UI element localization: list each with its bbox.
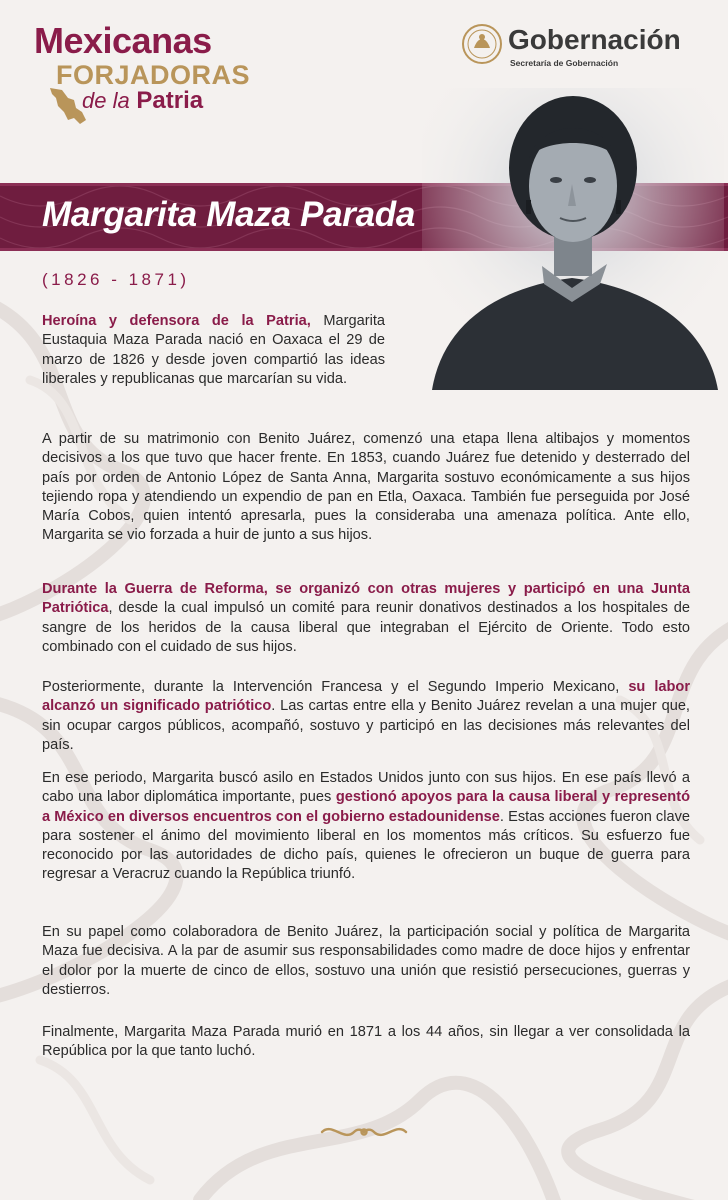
- gov-name: Gobernación: [508, 24, 681, 55]
- logo-subtitle: FORJADORAS: [56, 60, 251, 90]
- paragraph-3: Durante la Guerra de Reforma, se organizó con otras mujeres y participó en una Junta Patriótica, desde la cual impulsó un comité para reunir donativos destinados a los hospitales de sangre de los heridos de la causa liberal que integraban el Ejército de Oriente. Todo esto combinado con el cuidado de sus hijos.: [42, 581, 690, 655]
- mexicanas-forjadoras-logo: [34, 20, 251, 132]
- ornament-flourish-icon: [318, 1120, 410, 1144]
- paragraph-5: En ese periodo, Margarita buscó asilo en Estados Unidos junto con sus hijos. En ese país llevó a cabo una labor diplomática importante, pues gestionó apoyos para la causa liberal y representó a México en diversos encuentros con el gobierno estadounidense. Estas acciones fueron clave para sostener el ánimo del movimiento liberal en los momentos más críticos. Su esfuerzo fue reconocido por las autoridades de dicho país, quienes le ofrecieron un buque de guerra para regresar a Veracruz cuando la República triunfó.: [42, 770, 691, 883]
- paragraph-2: A partir de su matrimonio con Benito Juárez, comenzó una etapa llena altibajos y momentos decisivos a los que tuvo que hacer frente. En 1853, cuando Juárez fue detenido y desterrado del país por orden de Antonio López de Santa Anna, Margarita sostuvo económicamente a sus hijos tejiendo ropa y atendiendo un expendio de pan en Etla, Oaxaca. También fue perseguida por José María Cobos, quien intentó apresarla, pues la consideraba una amenaza política. Ante ello, Margarita se vio forzada a huir de junto a sus hijos.: [42, 431, 690, 544]
- gov-subtitle: Secretaría de Gobernación: [510, 58, 619, 68]
- paragraph-1: Heroína y defensora de la Patria, Margarita Eustaquia Maza Parada nació en Oaxaca el 29 de marzo de 1826 y desde joven compartió las ideas liberales y republicanas que marcarían su vida.: [42, 313, 385, 387]
- logo-title: Mexicanas: [34, 20, 212, 61]
- paragraph-6: En su papel como colaboradora de Benito Juárez, la participación social y política de Margarita Maza fue decisiva. A la par de asumir sus responsabilidades como madre de doce hijos y enfrentar el dolor por la muerte de cinco de ellos, sostuvo una unión que resistió persecuciones, guerras y destierros.: [42, 924, 690, 998]
- life-years: (1826 - 1871): [42, 270, 190, 289]
- paragraph-7: Finalmente, Margarita Maza Parada murió en 1871 a los 44 años, sin llegar a ver consolidada la República por la que tanto luchó.: [42, 1024, 690, 1060]
- paragraph-4: Posteriormente, durante la Intervención Francesa y el Segundo Imperio Mexicano, su labor alcanzó un significado patriótico. Las cartas entre ella y Benito Juárez revelan a una mujer que, sin ocupar cargos públicos, acompañó, sostuvo y participó en las decisiones más relevantes del país.: [42, 679, 691, 753]
- logo-tagline: de la Patria: [82, 87, 204, 114]
- national-seal-icon: [460, 22, 504, 66]
- gobernacion-logo: [460, 22, 700, 72]
- portrait-photo: [422, 88, 724, 390]
- page-title: Margarita Maza Parada: [42, 195, 416, 234]
